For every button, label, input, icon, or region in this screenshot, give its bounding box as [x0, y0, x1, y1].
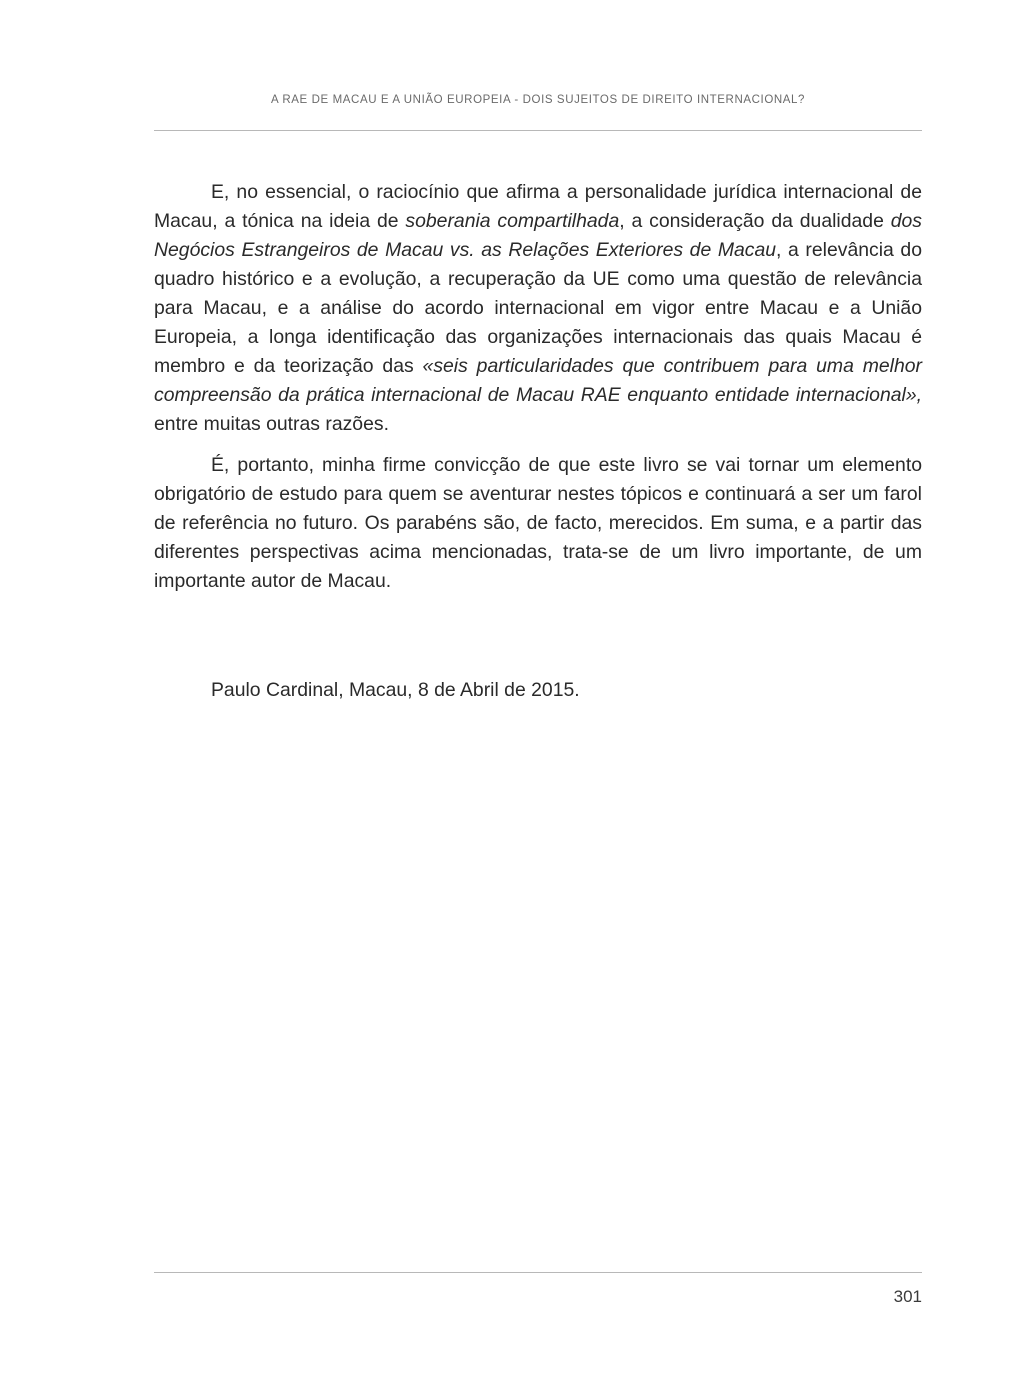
- paragraph-2: [154, 451, 922, 596]
- footer-rule: [154, 1272, 922, 1273]
- signature-line: Paulo Cardinal, Macau, 8 de Abril de 2015.: [211, 679, 580, 701]
- header-rule: [154, 130, 922, 131]
- text-segment-italic: soberania compartilhada: [405, 210, 620, 232]
- text-segment: entre muitas outras razões.: [154, 413, 389, 435]
- text-segment: , a consideração da dualidade: [619, 210, 891, 232]
- text-segment-italic: dos Negócios Estrangeiros de Macau vs. as Relações Exteriores de Macau: [154, 210, 922, 261]
- text-segment: , a relevância do quadro histórico e a evolução, a recuperação da UE como uma questão de relevância para Macau, e a análise do acordo internacional em vigor entre Macau e a União Europeia, a longa identificação das organizações internacionais das quais Macau é membro e da teorização das: [154, 239, 922, 377]
- body-text: [154, 178, 922, 608]
- text-segment: E, no essencial, o raciocínio que afirma a personalidade jurídica internacional de Macau, a tónica na ideia de: [154, 181, 922, 232]
- running-header: A RAE DE MACAU E A UNIÃO EUROPEIA - DOIS SUJEITOS DE DIREITO INTERNACIONAL?: [270, 94, 806, 106]
- paragraph-1: [154, 178, 922, 439]
- text-segment: É, portanto, minha firme convicção de que este livro se vai tornar um elemento obrigatório de estudo para quem se aventurar nestes tópicos e continuará a ser um farol de referência no futuro. Os parabéns são, de facto, merecidos. Em suma, e a partir das diferentes perspectivas acima mencionadas, trata-se de um livro importante, de um importante autor de Macau.: [154, 454, 922, 592]
- text-segment-italic: «seis particularidades que contribuem para uma melhor compreensão da prática internacional de Macau RAE enquanto entidade internacional»,: [154, 355, 922, 406]
- page-number: 301: [893, 1287, 922, 1306]
